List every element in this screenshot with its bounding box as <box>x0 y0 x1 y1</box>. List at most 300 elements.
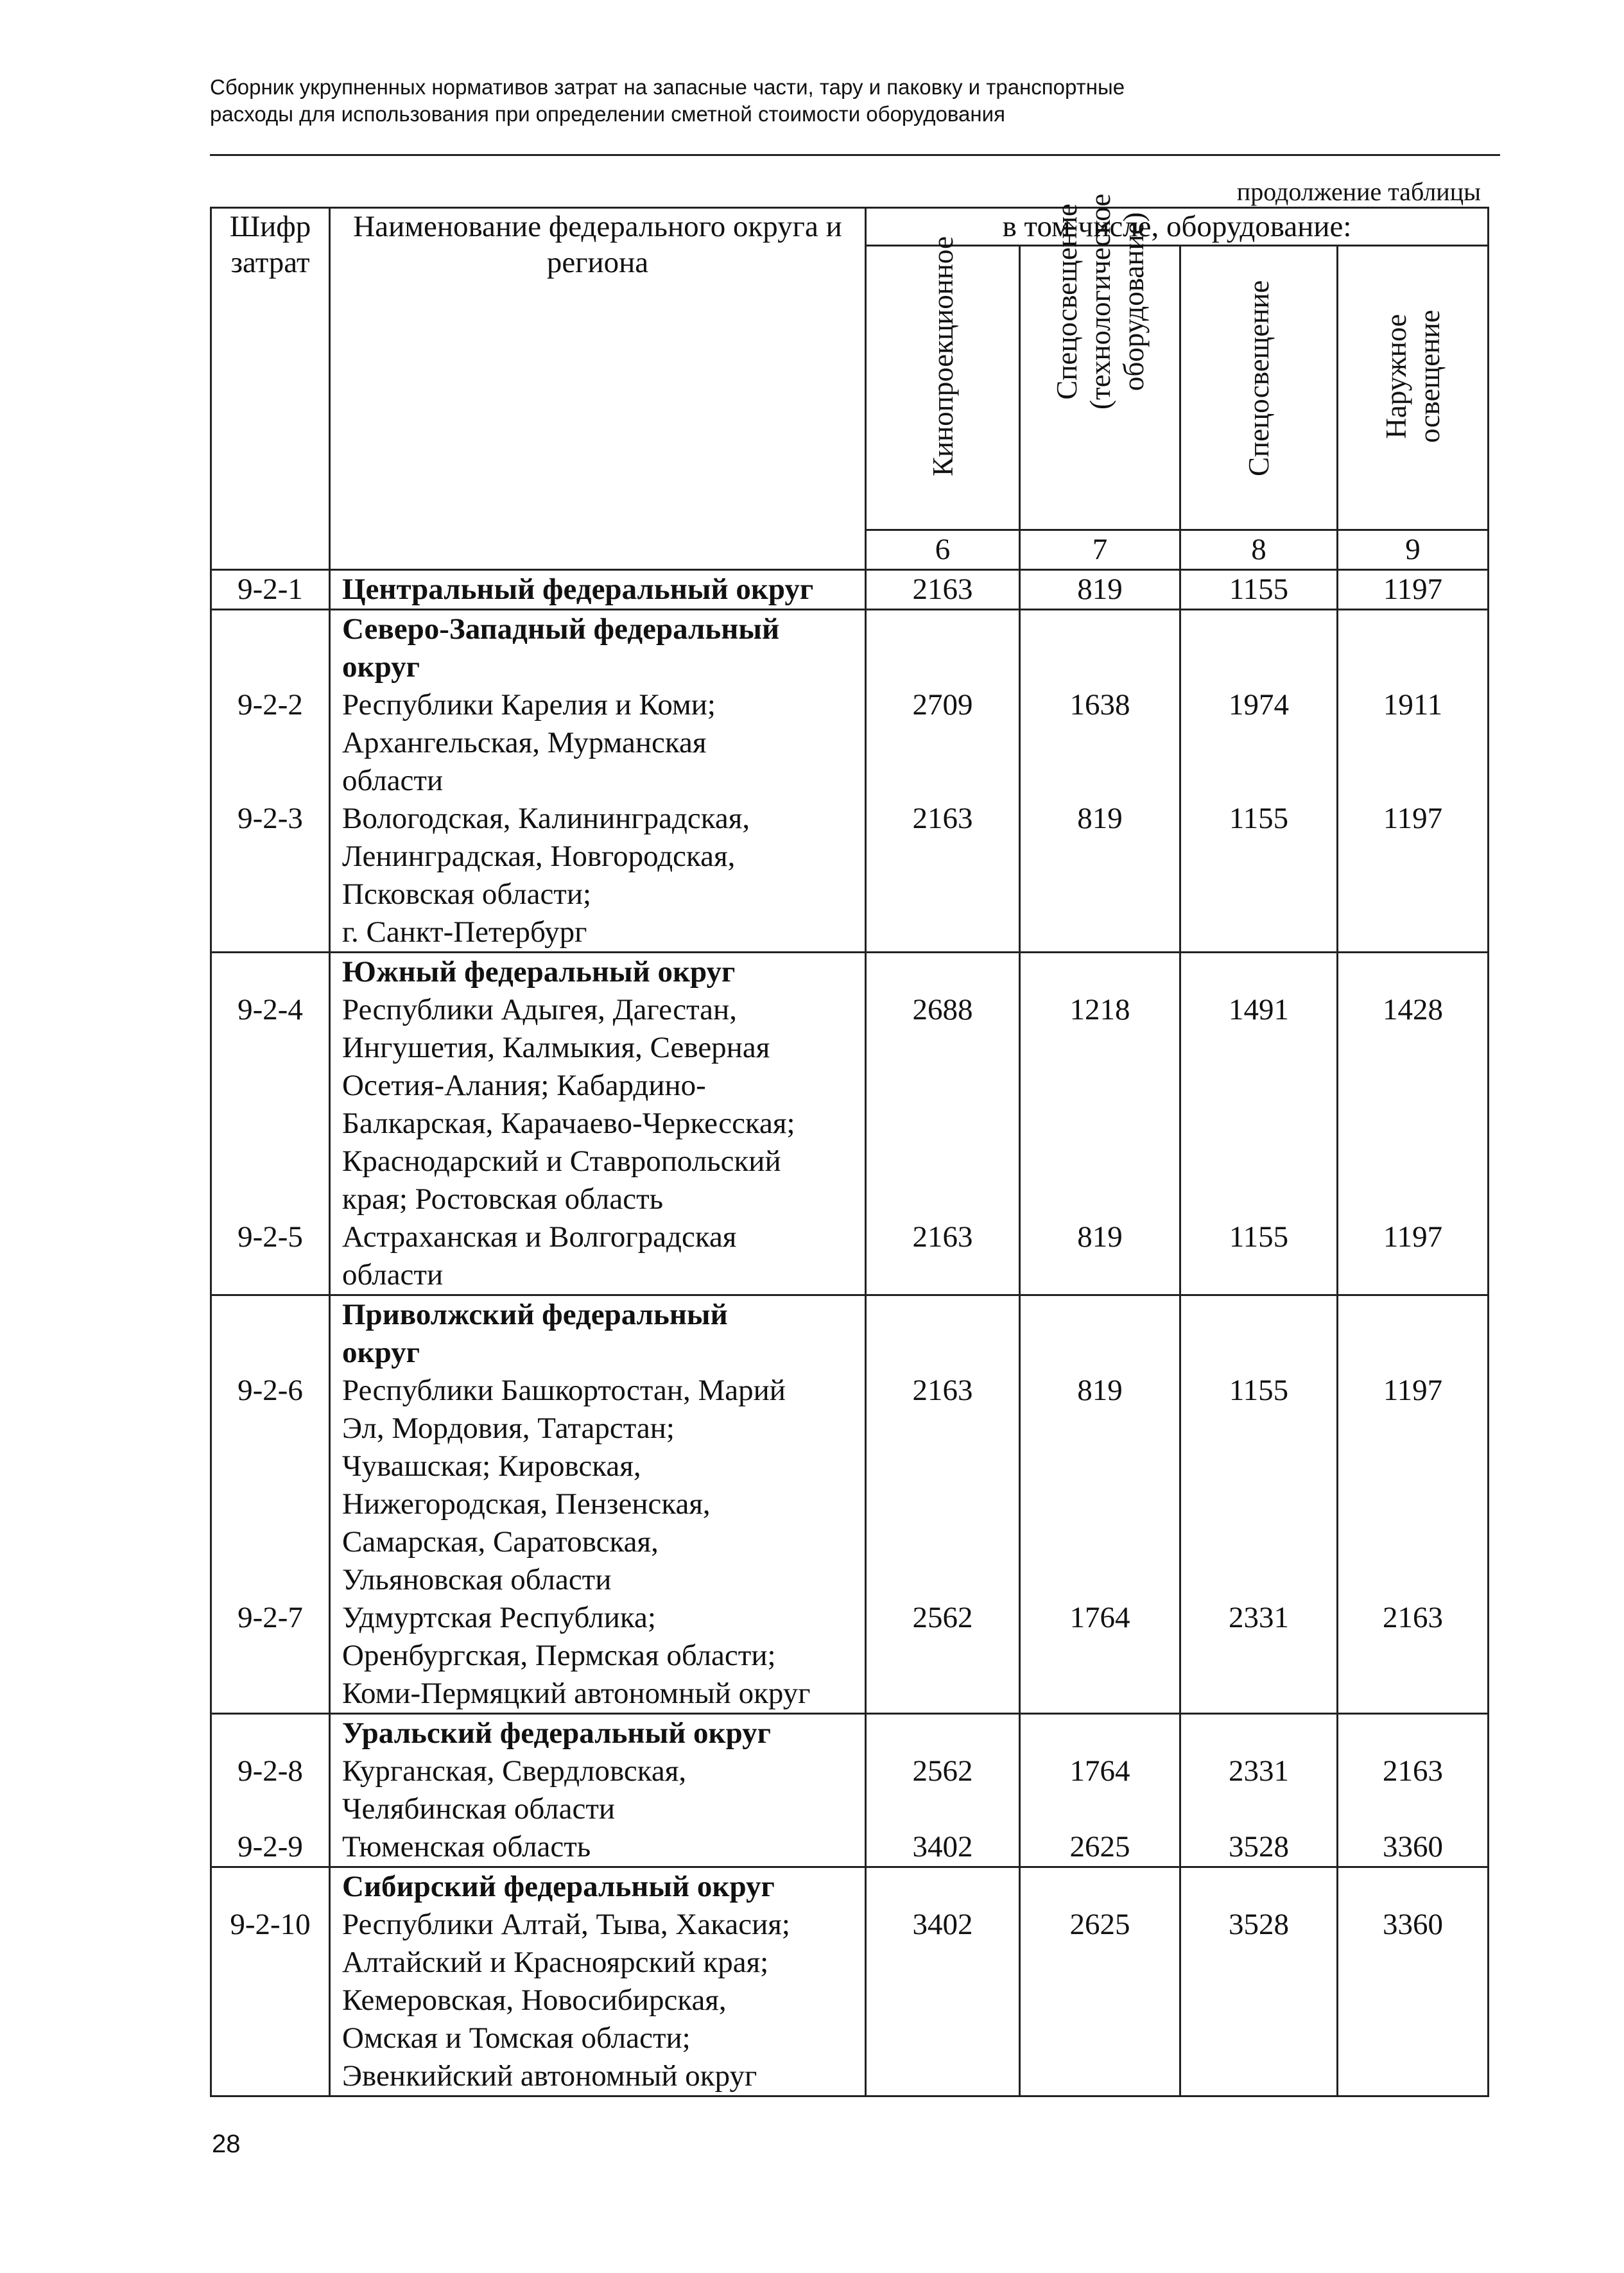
spacer <box>1338 1790 1487 1828</box>
spacer <box>1338 762 1487 800</box>
spacer <box>212 1637 329 1675</box>
value-text: 2331 <box>1229 1601 1289 1634</box>
spacer <box>1338 2019 1487 2057</box>
spacer <box>1338 1180 1487 1218</box>
spacer <box>1021 1448 1179 1485</box>
value-text: 3402 <box>912 1908 973 1941</box>
code-text: 9-2-7 <box>238 1601 303 1634</box>
table-row <box>211 570 1489 610</box>
name-cell <box>330 1714 866 1867</box>
spacer <box>212 610 329 648</box>
region-line: Удмуртская Республика; <box>342 1601 656 1634</box>
spacer <box>212 1105 329 1143</box>
spacer <box>867 1105 1019 1143</box>
spacer <box>1338 2057 1487 2095</box>
spacer <box>1021 2019 1179 2057</box>
spacer <box>212 1143 329 1180</box>
region-line: Кемеровская, Новосибирская, <box>342 1983 727 2017</box>
document-header <box>210 74 1494 128</box>
region-line: г. Санкт-Петербург <box>342 915 587 949</box>
spacer <box>1021 953 1179 991</box>
region-line: Балкарская, Карачаево-Черкесская; <box>342 1107 795 1140</box>
value-cell <box>866 1867 1020 2096</box>
code-text: 9-2-5 <box>238 1220 303 1254</box>
region-line: Ингушетия, Калмыкия, Северная <box>342 1031 770 1064</box>
spacer <box>1338 1029 1487 1067</box>
col-header-9 <box>1338 246 1489 530</box>
value-cell <box>866 1295 1020 1714</box>
code-text: 9-2-3 <box>238 802 303 835</box>
value-text: 1155 <box>1229 1220 1289 1254</box>
value-text: 1197 <box>1383 1220 1443 1254</box>
region-line: Астраханская и Волгоградская <box>342 1220 737 1254</box>
value-cell <box>1338 953 1489 1295</box>
spacer <box>867 762 1019 800</box>
region-line: Коми-Пермяцкий автономный округ <box>342 1677 811 1710</box>
spacer <box>1021 610 1179 648</box>
region-line: Республики Алтай, Тыва, Хакасия; <box>342 1908 790 1941</box>
value-text: 3402 <box>912 1830 973 1863</box>
spacer <box>1181 762 1336 800</box>
region-line: Вологодская, Калининградская, <box>342 802 750 835</box>
value-text: 1974 <box>1229 688 1289 722</box>
spacer <box>867 1256 1019 1294</box>
spacer <box>867 2019 1019 2057</box>
code-cell <box>211 570 330 610</box>
col-header-name <box>330 208 866 570</box>
spacer <box>1181 1637 1336 1675</box>
spacer <box>212 1982 329 2019</box>
col-header-label-line: (технологическое <box>1084 193 1116 410</box>
spacer <box>1021 1715 1179 1752</box>
spacer <box>867 838 1019 876</box>
value-text: 2163 <box>912 573 973 606</box>
spacer <box>1181 1296 1336 1334</box>
value-cell <box>1020 1867 1180 2096</box>
spacer <box>1338 1410 1487 1448</box>
spacer <box>212 1067 329 1105</box>
code-text: 9-2-8 <box>238 1754 303 1788</box>
value-cell <box>1020 953 1180 1295</box>
value-cell <box>1020 570 1180 610</box>
district-title: Уральский федеральный округ <box>342 1716 771 1750</box>
region-line: Тюменская область <box>342 1830 591 1863</box>
spacer <box>1021 838 1179 876</box>
spacer <box>1338 1334 1487 1372</box>
spacer <box>1338 1982 1487 2019</box>
value-text: 2331 <box>1229 1754 1289 1788</box>
spacer <box>212 762 329 800</box>
col-header-code <box>211 208 330 570</box>
spacer <box>1338 1296 1487 1334</box>
spacer <box>1021 1067 1179 1105</box>
col-number-text: 8 <box>1251 533 1266 566</box>
value-text: 3528 <box>1229 1830 1289 1863</box>
continuation-label: продолжение таблицы <box>1236 177 1481 206</box>
spacer <box>212 876 329 913</box>
spacer <box>1338 1675 1487 1713</box>
spacer <box>867 1944 1019 1982</box>
region-line: Оренбургская, Пермская области; <box>342 1639 776 1672</box>
code-text: 9-2-1 <box>238 573 303 606</box>
spacer <box>1181 876 1336 913</box>
code-cell <box>211 610 330 953</box>
value-cell <box>1338 1714 1489 1867</box>
code-text: 9-2-10 <box>230 1908 311 1941</box>
spacer <box>867 913 1019 951</box>
value-text: 1218 <box>1069 993 1130 1026</box>
spacer <box>1021 1790 1179 1828</box>
spacer <box>1021 1180 1179 1218</box>
spacer <box>1181 1180 1336 1218</box>
value-text: 1197 <box>1383 1374 1443 1407</box>
spacer <box>867 1715 1019 1752</box>
spacer <box>1181 1523 1336 1561</box>
col-header-8 <box>1180 246 1338 530</box>
spacer <box>1338 610 1487 648</box>
region-line: области <box>342 1258 444 1292</box>
region-line: Краснодарский и Ставропольский <box>342 1145 781 1178</box>
spacer <box>867 953 1019 991</box>
spacer <box>212 1523 329 1561</box>
district-title: Центральный федеральный округ <box>342 573 814 606</box>
value-text: 1197 <box>1383 802 1443 835</box>
value-cell <box>1180 610 1338 953</box>
spacer <box>1181 1868 1336 1906</box>
spacer <box>867 1296 1019 1334</box>
value-text: 2562 <box>912 1754 973 1788</box>
col-header-label-line: Наружное <box>1380 314 1412 439</box>
value-text: 1764 <box>1069 1754 1130 1788</box>
value-text: 1764 <box>1069 1601 1130 1634</box>
spacer <box>212 913 329 951</box>
region-line: Самарская, Саратовская, <box>342 1525 659 1559</box>
region-line: Нижегородская, Пензенская, <box>342 1487 711 1521</box>
value-text: 3360 <box>1383 1908 1443 1941</box>
value-text: 2163 <box>1383 1601 1443 1634</box>
spacer <box>1181 724 1336 762</box>
spacer <box>1021 1256 1179 1294</box>
value-cell <box>1338 1867 1489 2096</box>
spacer <box>1021 913 1179 951</box>
value-cell <box>1180 1867 1338 2096</box>
spacer <box>867 1561 1019 1599</box>
spacer <box>1181 2019 1336 2057</box>
col-header-label-line: Спецосвещение <box>1243 280 1275 476</box>
value-text: 2163 <box>1383 1754 1443 1788</box>
spacer <box>1181 1143 1336 1180</box>
spacer <box>867 1868 1019 1906</box>
name-cell <box>330 570 866 610</box>
region-line: Эл, Мордовия, Татарстан; <box>342 1412 675 1445</box>
spacer <box>1181 1944 1336 1982</box>
region-line: Челябинская области <box>342 1792 616 1826</box>
value-text: 2163 <box>912 802 973 835</box>
value-text: 1155 <box>1229 802 1289 835</box>
spacer <box>867 1180 1019 1218</box>
spacer <box>1181 838 1336 876</box>
header-line-2: расходы для использования при определении сметной стоимости оборудования <box>210 102 1005 126</box>
name-cell <box>330 610 866 953</box>
spacer <box>1181 610 1336 648</box>
name-cell <box>330 953 866 1295</box>
value-text: 3360 <box>1383 1830 1443 1863</box>
value-cell <box>866 610 1020 953</box>
col-header-label-line: оборудование) <box>1117 212 1150 392</box>
region-line: Псковская области; <box>342 877 592 911</box>
spacer <box>1021 1523 1179 1561</box>
region-line: Курганская, Свердловская, <box>342 1754 687 1788</box>
spacer <box>212 1561 329 1599</box>
spacer <box>1181 1029 1336 1067</box>
value-cell <box>1020 1714 1180 1867</box>
region-line: Республики Башкортостан, Марий <box>342 1374 786 1407</box>
spacer <box>1338 1485 1487 1523</box>
spacer <box>1338 1143 1487 1180</box>
spacer <box>212 953 329 991</box>
spacer <box>867 610 1019 648</box>
value-cell <box>1180 953 1338 1295</box>
spacer <box>1338 876 1487 913</box>
header-row <box>211 208 1489 246</box>
spacer <box>1338 1944 1487 1982</box>
col-header-name-text: Наименование федерального округа и региона <box>353 210 842 279</box>
spacer <box>867 1029 1019 1067</box>
spacer <box>1181 1561 1336 1599</box>
spacer <box>1338 913 1487 951</box>
value-text: 819 <box>1077 573 1123 606</box>
value-text: 1155 <box>1229 1374 1289 1407</box>
col-header-7 <box>1020 193 1180 530</box>
col-number-7 <box>1020 530 1180 570</box>
col-number-8 <box>1180 530 1338 570</box>
spacer <box>1181 1334 1336 1372</box>
value-cell <box>1338 570 1489 610</box>
col-header-code-text: Шифр затрат <box>229 210 311 279</box>
district-title: округ <box>342 650 420 684</box>
value-cell <box>1180 1714 1338 1867</box>
region-line: Омская и Томская области; <box>342 2021 691 2055</box>
region-line: Чувашская; Кировская, <box>342 1449 641 1483</box>
spacer <box>867 1334 1019 1372</box>
col-number-9 <box>1338 530 1489 570</box>
spacer <box>867 2057 1019 2095</box>
spacer <box>1181 1067 1336 1105</box>
col-header-label-line: Спецосвещение <box>1050 203 1083 400</box>
spacer <box>1021 648 1179 686</box>
spacer <box>1181 1790 1336 1828</box>
spacer <box>1338 1256 1487 1294</box>
value-text: 1197 <box>1383 573 1443 606</box>
table-row <box>211 1714 1489 1867</box>
spacer <box>1338 1523 1487 1561</box>
code-text: 9-2-4 <box>238 993 303 1026</box>
header-line-1: Сборник укрупненных нормативов затрат на запасные части, тару и паковку и транспортные <box>210 75 1125 99</box>
spacer <box>867 648 1019 686</box>
page-number: 28 <box>212 2130 241 2158</box>
spacer <box>1021 1868 1179 1906</box>
spacer <box>212 1868 329 1906</box>
spacer <box>1338 1715 1487 1752</box>
spacer <box>1338 1105 1487 1143</box>
value-cell <box>866 570 1020 610</box>
value-cell <box>866 953 1020 1295</box>
spacer <box>212 1334 329 1372</box>
spacer <box>1021 1561 1179 1599</box>
value-text: 3528 <box>1229 1908 1289 1941</box>
spacer <box>1021 876 1179 913</box>
value-text: 2163 <box>912 1220 973 1254</box>
spacer <box>1338 838 1487 876</box>
code-text: 9-2-9 <box>238 1830 303 1863</box>
spacer <box>1021 1485 1179 1523</box>
spacer <box>1021 1105 1179 1143</box>
value-text: 2163 <box>912 1374 973 1407</box>
name-cell <box>330 1295 866 1714</box>
value-text: 1911 <box>1383 688 1443 722</box>
value-cell <box>1020 1295 1180 1714</box>
value-cell <box>1020 610 1180 953</box>
value-text: 2688 <box>912 993 973 1026</box>
spacer <box>212 724 329 762</box>
spacer <box>867 724 1019 762</box>
value-text: 2709 <box>912 688 973 722</box>
spacer <box>1181 2057 1336 2095</box>
spacer <box>212 1485 329 1523</box>
spacer <box>1181 953 1336 991</box>
header-divider <box>210 154 1500 156</box>
value-cell <box>1338 610 1489 953</box>
spacer <box>1021 1296 1179 1334</box>
code-cell <box>211 1295 330 1714</box>
col-number-6 <box>866 530 1020 570</box>
value-text: 2625 <box>1069 1830 1130 1863</box>
district-title: Северо-Западный федеральный <box>342 612 780 646</box>
spacer <box>867 1143 1019 1180</box>
spacer <box>867 1410 1019 1448</box>
spacer <box>1021 724 1179 762</box>
spacer <box>212 2057 329 2095</box>
code-text: 9-2-2 <box>238 688 303 722</box>
region-line: Ленинградская, Новгородская, <box>342 840 736 873</box>
col-number-text: 6 <box>935 533 951 566</box>
spacer <box>212 1448 329 1485</box>
value-text: 1491 <box>1229 993 1289 1026</box>
spacer <box>867 1982 1019 2019</box>
spacer <box>1181 1982 1336 2019</box>
spacer <box>1338 1868 1487 1906</box>
spacer <box>1338 953 1487 991</box>
spacer <box>212 838 329 876</box>
region-line: Ульяновская области <box>342 1563 612 1596</box>
spacer <box>867 1485 1019 1523</box>
spacer <box>212 1256 329 1294</box>
value-cell <box>1338 1295 1489 1714</box>
spacer <box>1021 1982 1179 2019</box>
region-line: Осетия-Алания; Кабардино- <box>342 1069 706 1102</box>
spacer <box>212 648 329 686</box>
spacer <box>1021 1675 1179 1713</box>
spacer <box>1021 1410 1179 1448</box>
spacer <box>867 1067 1019 1105</box>
district-title: Сибирский федеральный округ <box>342 1870 775 1903</box>
spacer <box>1181 1105 1336 1143</box>
value-text: 1155 <box>1229 573 1289 606</box>
spacer <box>1338 1448 1487 1485</box>
spacer <box>1181 1448 1336 1485</box>
value-cell <box>1180 570 1338 610</box>
code-cell <box>211 1867 330 2096</box>
table-row <box>211 1295 1489 1714</box>
district-title: округ <box>342 1336 420 1369</box>
spacer <box>1021 2057 1179 2095</box>
code-cell <box>211 953 330 1295</box>
table-row <box>211 610 1489 953</box>
spacer <box>1338 648 1487 686</box>
value-text: 2625 <box>1069 1908 1130 1941</box>
col-header-label-line: освещение <box>1413 309 1446 443</box>
spacer <box>1338 1561 1487 1599</box>
spacer <box>867 876 1019 913</box>
spacer <box>1021 762 1179 800</box>
region-line: Алтайский и Красноярский края; <box>342 1946 769 1979</box>
col-number-text: 9 <box>1405 533 1421 566</box>
spacer <box>867 1790 1019 1828</box>
district-title: Приволжский федеральный <box>342 1298 728 1331</box>
cost-table <box>210 193 1489 2097</box>
value-text: 2562 <box>912 1601 973 1634</box>
spacer <box>1338 1067 1487 1105</box>
spacer <box>212 1296 329 1334</box>
region-line: Республики Карелия и Коми; <box>342 688 716 722</box>
spacer <box>1181 913 1336 951</box>
district-title: Южный федеральный округ <box>342 955 736 989</box>
col-header-label <box>1050 194 1150 410</box>
table-row <box>211 1867 1489 2096</box>
col-number-text: 7 <box>1092 533 1108 566</box>
spacer <box>212 1410 329 1448</box>
spacer <box>212 1180 329 1218</box>
spacer <box>867 1523 1019 1561</box>
value-cell <box>1180 1295 1338 1714</box>
region-line: Архангельская, Мурманская <box>342 726 707 759</box>
spacer <box>212 1715 329 1752</box>
col-header-label-line: Кинопроекционное <box>926 236 959 476</box>
spacer <box>1181 1256 1336 1294</box>
value-cell <box>866 1714 1020 1867</box>
spacer <box>212 2019 329 2057</box>
table-row <box>211 953 1489 1295</box>
name-cell <box>330 1867 866 2096</box>
spacer <box>867 1637 1019 1675</box>
spacer <box>212 1790 329 1828</box>
value-text: 819 <box>1077 802 1123 835</box>
spacer <box>867 1675 1019 1713</box>
spacer <box>867 1448 1019 1485</box>
spacer <box>1338 1637 1487 1675</box>
col-header-label <box>926 236 960 476</box>
group-header-text: в том числе, оборудование: <box>1002 210 1352 243</box>
spacer <box>1181 648 1336 686</box>
spacer <box>1181 1675 1336 1713</box>
region-line: Республики Адыгея, Дагестан, <box>342 993 737 1026</box>
value-text: 1428 <box>1383 993 1443 1026</box>
spacer <box>1021 1143 1179 1180</box>
spacer <box>212 1675 329 1713</box>
spacer <box>212 1029 329 1067</box>
spacer <box>1181 1715 1336 1752</box>
col-header-label <box>1379 310 1446 443</box>
